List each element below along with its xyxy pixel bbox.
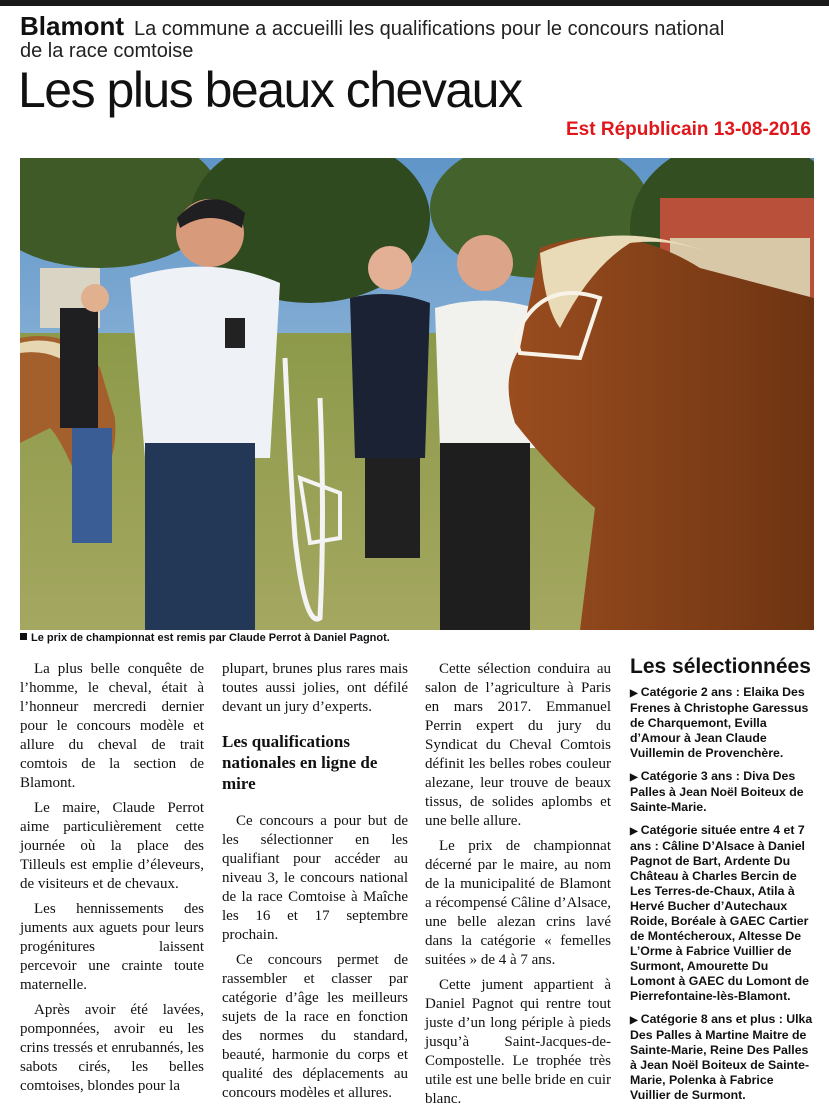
category-text: Catégorie 2 ans : Elaika Des Frenes à Christophe Garessus de Charquemont, Evilla d’Amour à Jean Claude Vuillemin de Provenchère.: [630, 685, 809, 760]
kicker: La commune a accueilli les qualifications pour le concours national de la race comtoise: [20, 18, 725, 62]
article-photo: [20, 158, 814, 630]
selection-sidebar: [630, 655, 815, 1111]
paragraph: Cette sélection conduira au salon de l’agriculture à Paris en mars 2017. Emmanuel Perrin expert du jury du Syndicat du Cheval Comtois définit les belles robes couleur alezane, leur trouve de beaux tissus, de solides aplombs et une belle allure.: [425, 661, 611, 829]
paragraph: Les hennissements des juments aux aguets pour leurs progénitures laissent percevoir une crainte toute maternelle.: [20, 901, 204, 993]
category-text: Catégorie 8 ans et plus : Ulka Des Palles à Martine Maitre de Sainte-Marie, Reine Des Palles à Jean Noël Boiteux de Sainte-Marie, Polenka à Fabrice Vuillier de Surmont.: [630, 1012, 813, 1102]
arrow-right-icon: ▶: [630, 1015, 638, 1026]
paragraph: La plus belle conquête de l’homme, le cheval, était à l’honneur mercredi dernier pour le concours modèle et allure du cheval de trait comtois de la section de Blamont.: [20, 661, 204, 791]
article-column-2: [222, 660, 408, 1109]
paragraph: Ce concours permet de rassembler et classer par catégorie d’âge les meilleurs sujets de la race en fonction des normes du standard, beauté, harmonie du corps et qualité des déplacements au concours modèles et allures.: [222, 952, 408, 1101]
category-item: [630, 685, 815, 761]
photo-caption: [20, 632, 390, 644]
town-name: Blamont: [20, 11, 124, 41]
caption-text: Le prix de championnat est remis par Claude Perrot à Daniel Pagnot.: [31, 632, 390, 644]
category-item: [630, 769, 815, 815]
article-subhead: Les qualifications nationales en ligne de mire: [222, 732, 378, 793]
article-column-3: [425, 660, 611, 1115]
header: [20, 11, 740, 62]
paragraph: Le prix de championnat décerné par le maire, au nom de la municipalité de Blamont a récompensé Câline d’Alsace, une belle alezan crins lavé dans la catégorie « femelles suitées » de 4 à 7 ans.: [425, 838, 611, 968]
arrow-right-icon: ▶: [630, 688, 638, 699]
sidebar-title: Les sélectionnées: [630, 655, 811, 678]
category-text: Catégorie 3 ans : Diva Des Palles à Jean Noël Boiteux de Sainte-Marie.: [630, 769, 804, 814]
category-item: [630, 1012, 815, 1103]
paragraph: Cette jument appartient à Daniel Pagnot qui rentre tout juste d’un long périple à pieds jusqu’à Saint-Jacques-de-Compostelle. Le trophée très utile est une belle bride en cuir blanc.: [425, 977, 611, 1107]
category-text: Catégorie située entre 4 et 7 ans : Câline D’Alsace à Daniel Pagnot de Bart, Ardente Du Château à Charles Bercin de Les Terres-de-Chaux, Atila à Hervé Bucher d’Autechaux Roide, Boréale à GAEC Cartier de Montécheroux, Altesse De L’Orme à Fabrice Vuillier de Surmont, Amourette Du Lomont à GAEC du Lomont de Pierrefontaine-lès-Blamont.: [630, 823, 809, 1003]
arrow-right-icon: ▶: [630, 826, 638, 837]
paragraph-continued: plupart, brunes plus rares mais toutes aussi jolies, ont défilé devant un jury d’experts.: [222, 661, 408, 715]
caption-bullet: [20, 633, 27, 640]
photo-illustration: [20, 158, 814, 630]
paragraph: Après avoir été lavées, pomponnées, avoir eu les crins tressés et enrubannés, les sabots cirés, les belles comtoises, blondes pour la: [20, 1002, 204, 1094]
headline: Les plus beaux chevaux: [18, 62, 522, 118]
category-item: [630, 823, 815, 1004]
paragraph: Ce concours a pour but de les sélectionner en les qualifiant pour accéder au niveau 3, le concours national de la race Comtoise à Maîche les 16 et 17 septembre prochain.: [222, 813, 408, 943]
source-line: Est Républicain 13-08-2016: [566, 119, 811, 140]
top-rule: [0, 0, 829, 6]
paragraph: Le maire, Claude Perrot aime particulièrement cette journée où la place des Tilleuls est emplie d’éleveurs, de visiteurs et de chevaux.: [20, 800, 204, 892]
arrow-right-icon: ▶: [630, 772, 638, 783]
article-column-1: [20, 660, 204, 1102]
